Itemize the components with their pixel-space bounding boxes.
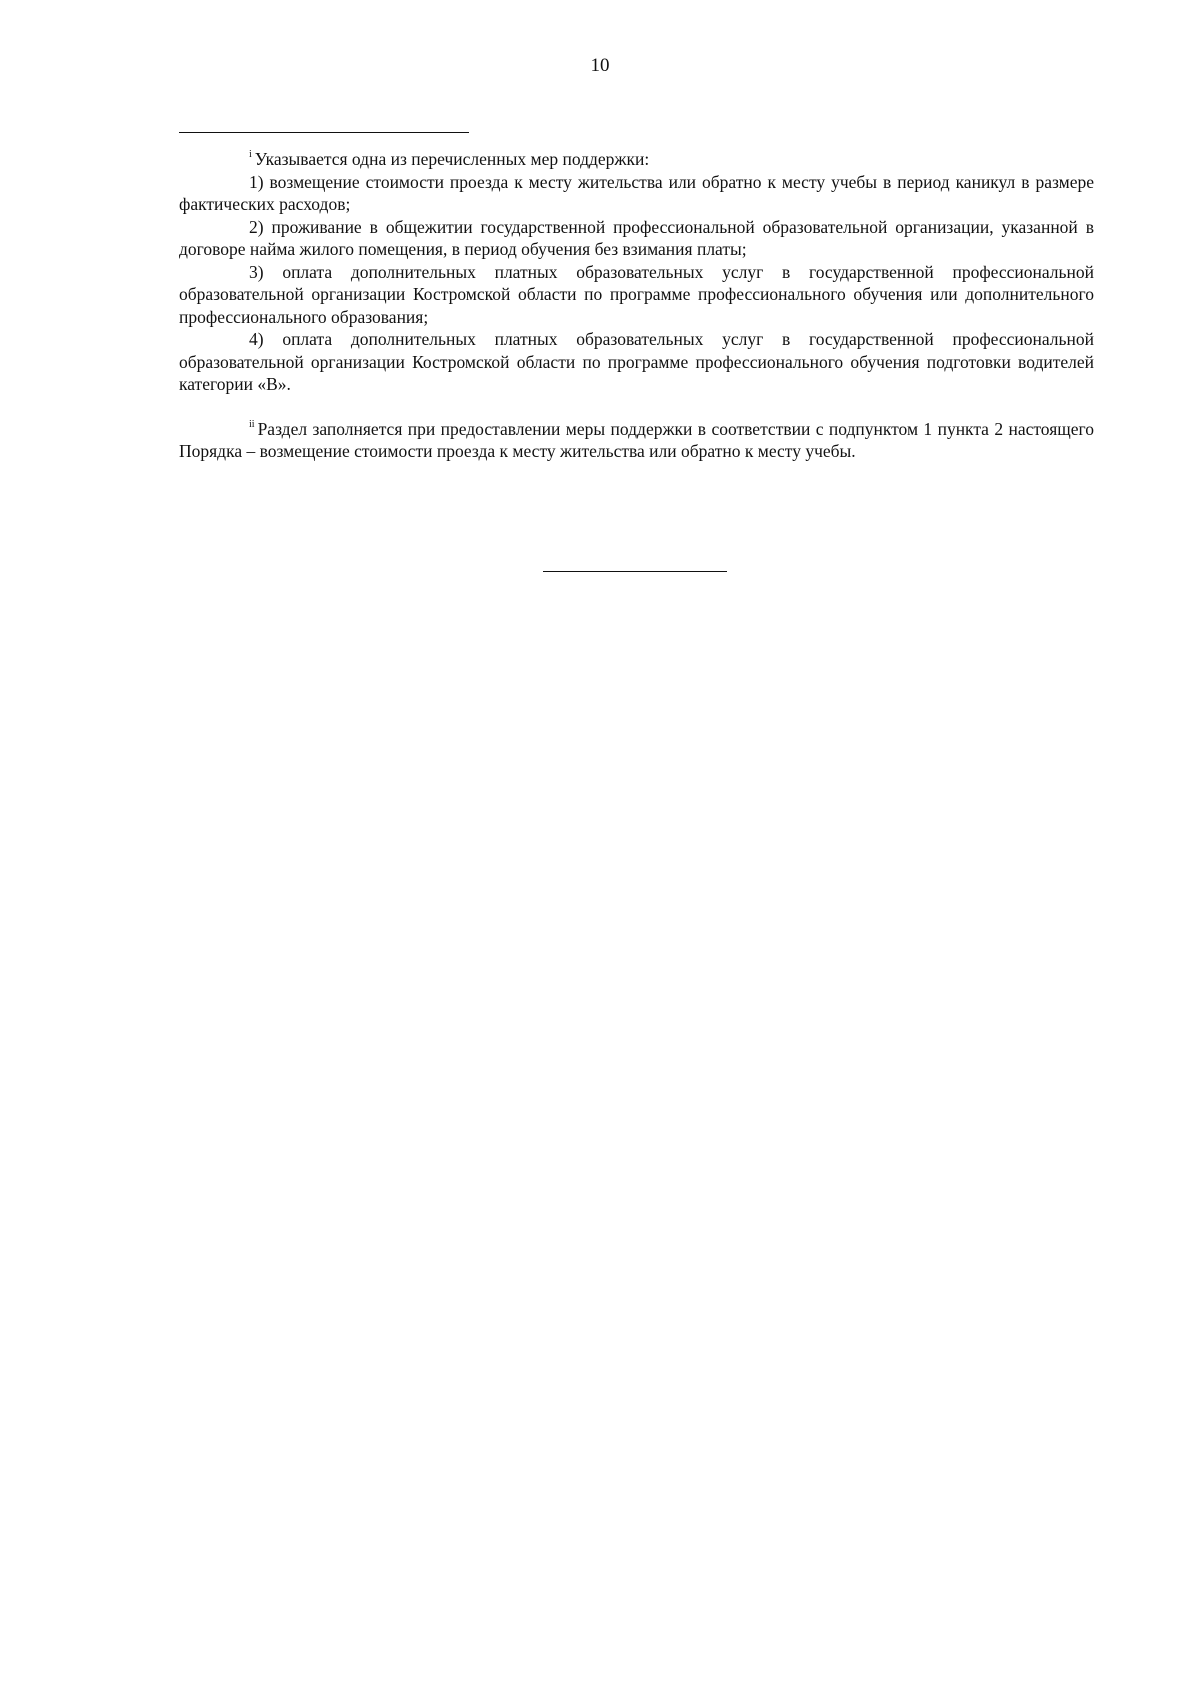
- footnotes-section: [179, 148, 1094, 463]
- footnote-1-item-3: 3) оплата дополнительных платных образовательных услуг в государственной профессиональной образовательной организации Костромской области по программе профессионального обучения или дополнительного профессионального образования;: [179, 261, 1094, 327]
- footnote-1-intro-text: Указывается одна из перечисленных мер поддержки:: [254, 149, 650, 169]
- end-of-document-rule: [543, 571, 727, 572]
- footnote-1-item-4: 4) оплата дополнительных платных образовательных услуг в государственной профессиональной образовательной организации Костромской области по программе профессионального обучения подготовки водителей категории «В».: [179, 329, 1094, 394]
- footnote-2: [179, 418, 1094, 463]
- footnote-1-item-1: 1) возмещение стоимости проезда к месту жительства или обратно к месту учебы в период каникул в размере фактических расходов;: [179, 171, 1094, 214]
- footnote-2-text: Раздел заполняется при предоставлении меры поддержки в соответствии с подпунктом 1 пункта 2 настоящего Порядка – возмещение стоимости проезда к месту жительства или обратно к месту учебы.: [179, 418, 1094, 461]
- footnote-1-item-2: 2) проживание в общежитии государственной профессиональной образовательной организации, указанной в договоре найма жилого помещения, в период обучения без взимания платы;: [179, 216, 1094, 259]
- footnote-1-marker: i: [249, 149, 252, 160]
- page-number: 10: [590, 55, 610, 76]
- footnote-separator: [179, 132, 469, 133]
- footnote-2-marker: ii: [249, 418, 255, 430]
- footnote-1-intro: [179, 148, 1094, 171]
